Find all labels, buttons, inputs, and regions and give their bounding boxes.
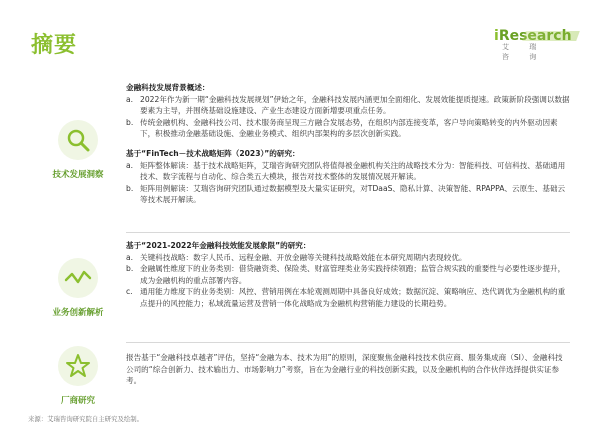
section-content: [126, 352, 570, 387]
paragraph: 报告基于“金融科技卓越者”评估，坚持“金融为本、技术为用”的原则，深度聚焦金融科技技术供应商、服务集成商（SI）、金融科技公司的“综合创新力、技术输出力、市场影响力”考察，旨在为金融行业的科技创新实践，以及金融机构的合作伙伴选择提供实证参考。: [126, 353, 563, 386]
magnifier-icon: [58, 120, 98, 160]
section-divider: [126, 232, 570, 233]
logo-brand: iResearch: [494, 28, 572, 44]
section-content: [126, 82, 570, 206]
list-item: c. 通用能力维度下的业务类别：风控、营销用例在本轮观测周期中具备良好成效；数据沉淀、策略响应、迭代调优为金融机构的重点提升的风控能力；私域流量运营及营销一体化战略成为金融机构营销能力建设的长期趋势。: [126, 287, 566, 308]
list-item: a. 矩阵整体解读：基于技术战略矩阵，艾瑞咨询研究团队将值得被金融机构关注的战略技术分为：智能科技、可信科技、基础通用技术、数字流程与自动化、综合类五大模块，报告对技术整体的发展情况展开解读。: [126, 160, 566, 182]
list-item: b. 矩阵用例解读：艾瑞咨询研究团队通过数据模型及大量实证研究，对TDaaS、隐私计算、决策智能、RPAPPA、云原生、基础云等技术展开解读。: [126, 183, 566, 205]
list-item: b. 传统金融机构、金融科技公司、技术服务商呈现三方融合发展态势，在组织内部连接变革，客户导向策略转变的内外驱动因素下，积极推动金融基础设施、金融业务模式、组织内部架构的多层次创新实践。: [126, 117, 558, 139]
section-content: [126, 240, 570, 310]
block-heading: 基于“2021-2022年金融科技效能发展象限”的研究：: [126, 241, 311, 250]
block-heading: 金融科技发展背景概述：: [126, 83, 210, 92]
trend-line-icon: [58, 258, 98, 298]
iresearch-logo: [494, 28, 572, 60]
section-icon-column: [30, 258, 126, 318]
page-title: 摘要: [31, 33, 78, 58]
section-vendor-research: [30, 346, 570, 406]
logo-subtitle: 艾 瑞 咨 询: [502, 43, 546, 61]
section-label: 厂商研究: [60, 396, 95, 406]
section-divider: [126, 342, 570, 343]
list-item: a. 2022年作为新一期“金融科技发展规划”伊始之年，金融科技发展内涵更加全面细化、发展效能提质提速。政策新阶段强调以数据要素为主导，并围绕基础设施建设、产业生态建设方面新增要项重点任务。: [126, 94, 570, 116]
logo-accent-bar: [522, 31, 580, 41]
section-label: 业务创新解析: [52, 308, 104, 318]
section-tech-insight: [30, 82, 570, 222]
list-item: b. 金融属性维度下的业务类别：借贷融资类、保险类、财富管理类业务实践持续领跑；监管合规实践的重要性与必要性逐步提升，成为金融机构的重点部署内容。: [126, 264, 566, 285]
list-item: a. 关键科技战略：数字人民币、远程金融、开放金融等关键科技战略效能在本研究周期内表现较优。: [126, 252, 467, 262]
block-heading: 基于“FinTech－技术战略矩阵（2023）”的研究：: [126, 148, 300, 158]
star-icon: [58, 346, 98, 386]
section-icon-column: [30, 346, 126, 406]
section-icon-column: [30, 120, 126, 180]
source-note: 来源：艾瑞咨询研究院自主研究及绘制。: [28, 415, 144, 423]
section-business-innovation: [30, 240, 570, 340]
section-label: 技术发展洞察: [52, 170, 104, 180]
